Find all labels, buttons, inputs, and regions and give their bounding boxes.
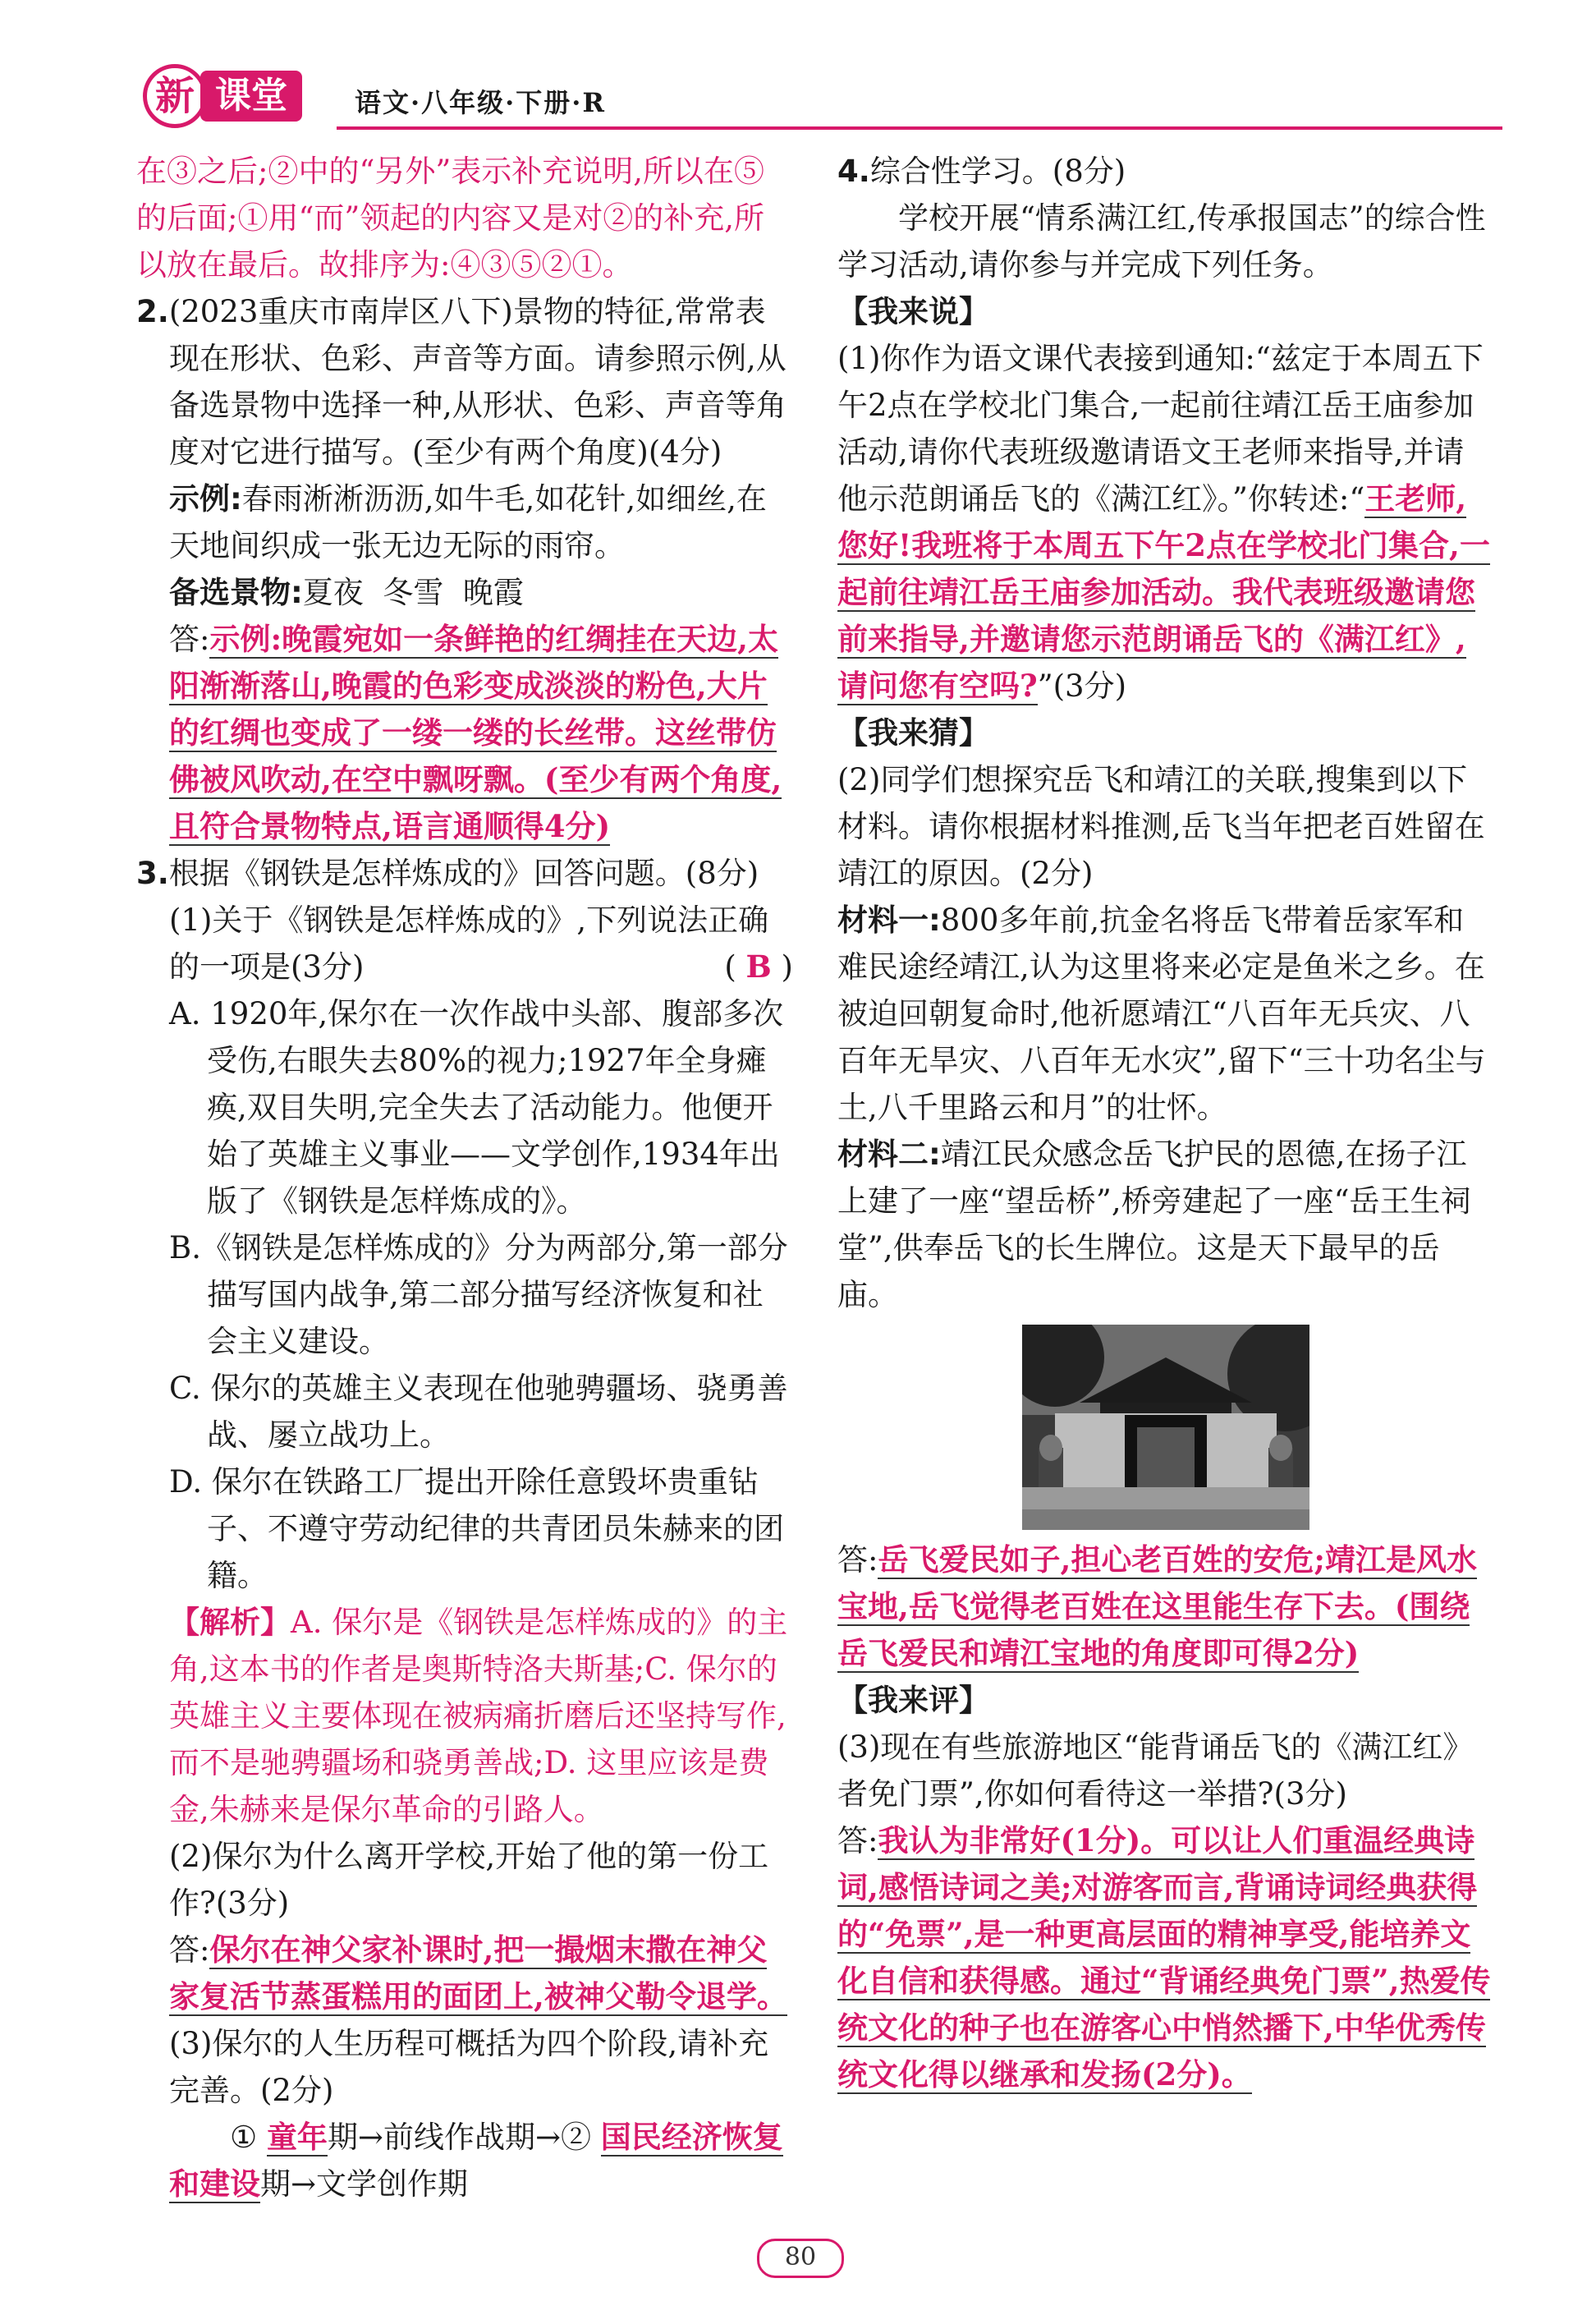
- q3-part3: (3)保尔的人生历程可概括为四个阶段,请补充完善。(2分): [169, 2026, 769, 2108]
- section-speak-question-text: (1)你作为语文课代表接到通知:“兹定于本周五下午2点在学校北门集合,一起前往靖江岳王庙参加活动,请你代表班级邀请语文王老师来指导,并请他示范朗诵岳飞的《满江红》。”你转述:“: [837, 341, 1484, 517]
- q1-answer-tail: 在③之后;②中的“另外”表示补充说明,所以在⑤的后面;①用“而”领起的内容又是对②的补充,所以放在最后。故排序为:④③⑤②①。: [136, 154, 765, 282]
- q4-number: 4.: [837, 154, 870, 189]
- section-guess-question: (2)同学们想探究岳飞和靖江的关联,搜集到以下材料。请你根据材料推测,岳飞当年把老百姓留在靖江的原因。(2分): [837, 762, 1485, 891]
- logo-xin: 新: [143, 64, 207, 128]
- section-speak-question: [837, 335, 1494, 710]
- q2-text: (2023重庆市南岸区八下)景物的特征,常常表现在形状、色彩、声音等方面。请参照示例,从备选景物中选择一种,从形状、色彩、声音等角度对它进行描写。(至少有两个角度)(4分): [168, 294, 787, 470]
- header-divider: [337, 126, 1502, 130]
- q2-options: [136, 569, 793, 616]
- q3-text: 根据《钢铁是怎样炼成的》回答问题。(8分): [168, 856, 759, 891]
- section-review-question: (3)现在有些旅游地区“能背诵岳飞的《满江红》者免门票”,你如何看待这一举措?(3分): [837, 1729, 1474, 1812]
- section-review-answer-text: 我认为非常好(1分)。可以让人们重温经典诗词,感悟诗词之美;对游客而言,背诵诗词经典获得的“免票”,是一种更高层面的精神享受,能培养文化自信和获得感。通过“背诵经典免门票”,热爱传统文化的种子也在游客心中悄然播下,中华优秀传统文化得以继承和发扬(2分)。: [837, 1822, 1491, 2092]
- material-1-label: 材料一:: [837, 903, 941, 938]
- section-guess-answer-text: 岳飞爱民如子,担心老百姓的安危;靖江是风水宝地,岳飞觉得老百姓在这里能生存下去。(围绕岳飞爱民和靖江宝地的角度即可得2分): [837, 1541, 1478, 1671]
- q3-part1-text: (1)关于《钢铁是怎样炼成的》,下列说法正确的一项是(3分): [169, 903, 769, 985]
- section-speak-answer: 王老师,您好!我班将于本周五下午2点在学校北门集合,一起前往靖江岳王庙参加活动。我代表班级邀请您前来指导,并邀请您示范朗诵岳飞的《满江红》,请问您有空吗?: [837, 480, 1490, 704]
- q2-options-text: 夏夜 冬雪 晚霞: [302, 575, 524, 610]
- left-column: [136, 148, 793, 2207]
- section-guess-answer-label: 答:: [837, 1542, 878, 1578]
- q3-part1: [136, 897, 793, 990]
- q2-answer: [136, 616, 793, 850]
- section-speak-end: ”(3分): [1037, 668, 1127, 704]
- q2-answer-text: 示例:晚霞宛如一条鲜艳的红绸挂在天边,太阳渐渐落山,晚霞的色彩变成淡淡的粉色,大片的红绸也变成了一缕一缕的长丝带。这丝带仿佛被风吹动,在空中飘呀飘。(至少有两个角度,且符合景物特点,语言通顺得4分): [169, 621, 782, 844]
- material-2-text: 靖江民众感念岳飞护民的恩德,在扬子江上建了一座“望岳桥”,桥旁建起了一座“岳王生祠堂”,供奉岳飞的长生牌位。这是天下最早的岳庙。: [837, 1137, 1471, 1312]
- q3-part2-answer-text: 保尔在神父家补课时,把一撮烟末撒在神父家复活节蒸蛋糕用的面团上,被神父勒令退学。: [169, 1931, 787, 2014]
- right-column: [837, 148, 1494, 2098]
- q3-part3-blank2: 国民经济恢复和建设: [169, 2119, 783, 2202]
- section-review-tag: 【我来评】: [837, 1683, 989, 1718]
- q4-intro: 学校开展“情系满江红,传承报国志”的综合性学习活动,请你参与并完成下列任务。: [837, 200, 1486, 282]
- q3-option-d: D. 保尔在铁路工厂提出开除任意毁坏贵重钻子、不遵守劳动纪律的共青团员朱赫来的团籍。: [169, 1464, 784, 1593]
- section-guess-answer: [837, 1536, 1494, 1677]
- q3-part3-blank1: 童年: [266, 2119, 328, 2155]
- q3-part3-mid1: 期→前线作战期→②: [327, 2120, 591, 2155]
- question-4: [837, 148, 1494, 195]
- q3-part2-answer: [136, 1927, 793, 2020]
- section-guess-tag: 【我来猜】: [837, 715, 989, 751]
- q3-number: 3.: [136, 856, 169, 891]
- material-1-text: 800多年前,抗金名将岳飞带着岳家军和难民途经靖江,认为这里将来必定是鱼米之乡。在被迫回朝复命时,他祈愿靖江“八百年无兵灾、八百年无旱灾、八百年无水灾”,留下“三十功名尘与土,八千里路云和月”的壮怀。: [837, 903, 1486, 1125]
- q4-text: 综合性学习。(8分): [869, 154, 1126, 189]
- temple-image: [1022, 1325, 1309, 1530]
- q3-part3-circle1: ①: [230, 2120, 258, 2155]
- q3-part1-bracket: ( B ): [724, 949, 793, 985]
- temple-photo: [1022, 1325, 1309, 1530]
- q2-answer-label: 答:: [169, 622, 210, 657]
- q3-analysis-label: 【解析】: [169, 1605, 291, 1640]
- q2-example-label: 示例:: [169, 481, 242, 517]
- logo-ketang: 课堂: [200, 71, 302, 122]
- material-2: [837, 1131, 1494, 1318]
- q2-options-label: 备选景物:: [169, 575, 303, 610]
- section-review-answer: [837, 1817, 1494, 2098]
- q3-analysis-text: A. 保尔是《钢铁是怎样炼成的》的主角,这本书的作者是奥斯特洛夫斯基;C. 保尔的英雄主义主要体现在被病痛折磨后还坚持写作,而不是驰骋疆场和骁勇善战;D. 这里应该是费金,朱赫来是保尔革命的引路人。: [169, 1605, 788, 1827]
- q3-part2: (2)保尔为什么离开学校,开始了他的第一份工作?(3分): [169, 1839, 769, 1921]
- page-number: 80: [757, 2239, 844, 2278]
- subject-title: 语文·八年级·下册·R: [355, 87, 607, 118]
- q3-option-c: C. 保尔的英雄主义表现在他驰骋疆场、骁勇善战、屡立战功上。: [169, 1371, 788, 1453]
- q2-example: [136, 475, 793, 569]
- q2-number: 2.: [136, 294, 169, 329]
- q3-option-b: B.《钢铁是怎样炼成的》分为两部分,第一部分描写国内战争,第二部分描写经济恢复和社会主义建设。: [169, 1230, 788, 1359]
- q2-example-text: 春雨淅淅沥沥,如牛毛,如花针,如细丝,在天地间织成一张无边无际的雨帘。: [169, 481, 767, 563]
- section-speak-tag: 【我来说】: [837, 294, 989, 329]
- question-2: [136, 288, 793, 475]
- material-2-label: 材料二:: [837, 1137, 941, 1172]
- q3-part1-answer: B: [745, 949, 772, 985]
- page-header: [140, 64, 1502, 138]
- q3-part2-answer-label: 答:: [169, 1932, 210, 1968]
- q3-option-a: A. 1920年,保尔在一次作战中头部、腹部多次受伤,右眼失去80%的视力;1927年全身瘫痪,双目失明,完全失去了活动能力。他便开始了英雄主义事业——文学创作,1934年出版了《钢铁是怎样炼成的》。: [169, 996, 784, 1219]
- material-1: [837, 897, 1494, 1131]
- question-3: [136, 850, 793, 897]
- q3-part3-answer: [136, 2114, 793, 2207]
- section-review-answer-label: 答:: [837, 1823, 878, 1858]
- book-logo: [140, 64, 328, 130]
- q3-part3-mid2: 期→文学创作期: [260, 2166, 469, 2202]
- q3-analysis: [136, 1599, 793, 1833]
